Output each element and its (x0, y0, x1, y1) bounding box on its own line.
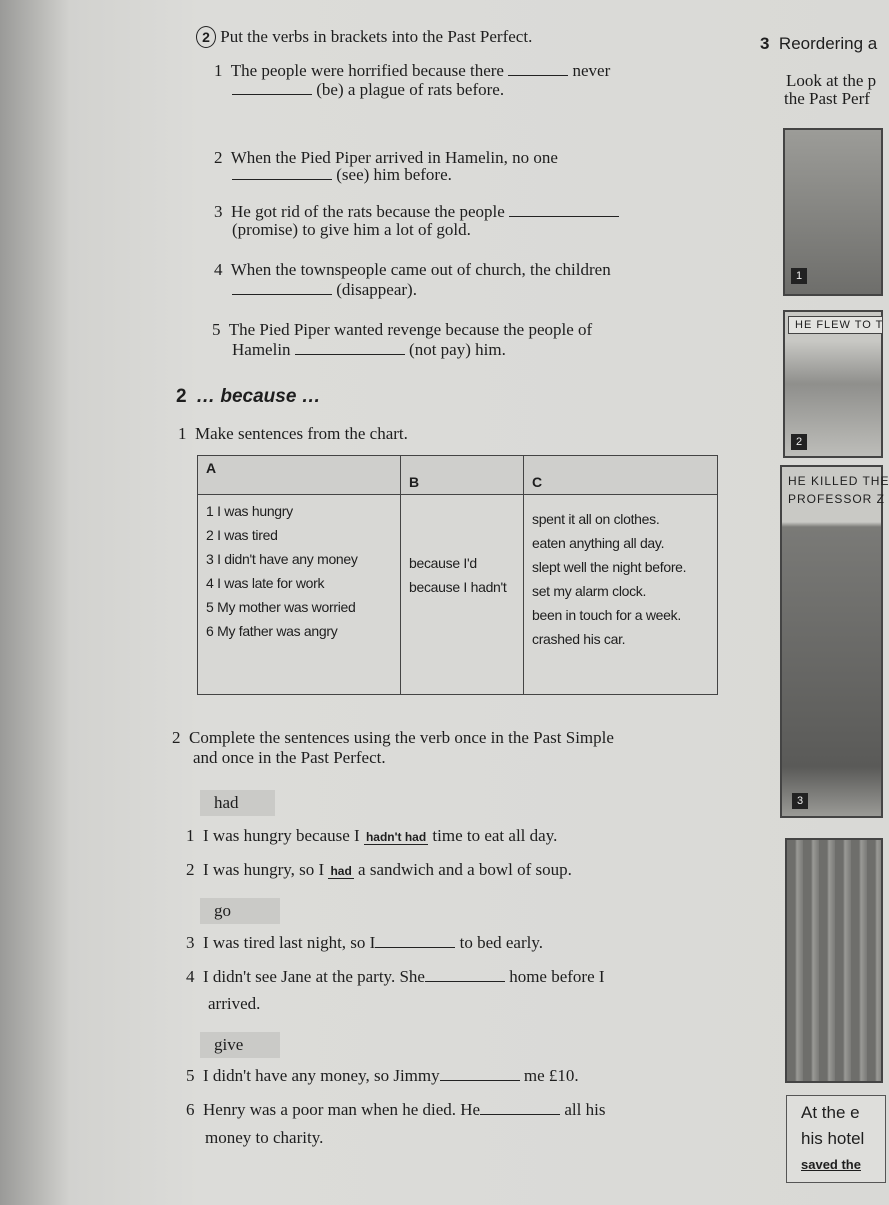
comic-panel-1: 1 (783, 128, 883, 296)
answer-blank[interactable] (480, 1101, 560, 1115)
comic-panel-3: 3 (780, 465, 883, 818)
speech-box: At the e his hotel saved the (786, 1095, 886, 1183)
exercise-instruction: Put the verbs in brackets into the Past Perfect. (220, 27, 533, 46)
answer-blank[interactable] (375, 934, 455, 948)
list-item: 3 I was tired last night, so I to bed early. (186, 933, 543, 952)
answer-filled: hadn't had (365, 830, 427, 844)
exercise-number: 2 (196, 26, 216, 48)
item-text: (promise) to give him a lot of gold. (232, 220, 471, 239)
panel-caption: HE KILLED THE PROFESSOR Z (788, 474, 889, 506)
item-text: (disappear). (336, 280, 417, 299)
list-item: 2 I was hungry, so I had a sandwich and a bowl of soup. (186, 860, 572, 879)
comic-panel-2: 2 (783, 310, 883, 458)
list-item: 6 Henry was a poor man when he died. He all his (186, 1100, 606, 1119)
list-item: 5 I didn't have any money, so Jimmy me £10. (186, 1066, 579, 1085)
column-header: A (198, 456, 401, 495)
item-text: (see) him before. (336, 165, 452, 184)
list-item: 1 I was hungry because I hadn't had time to eat all day. (186, 826, 558, 845)
item-text: money to charity. (205, 1128, 324, 1147)
answer-blank[interactable] (509, 203, 619, 217)
list-item: 4 When the townspeople came out of church, the children (214, 260, 611, 279)
section-heading: 2 … because … (176, 386, 321, 407)
verb-box: had (200, 790, 275, 816)
column-a: 1 I was hungry 2 I was tired 3 I didn't have any money 4 I was late for work 5 My mother was worried 6 My father was angry (198, 495, 401, 695)
item-text: arrived. (208, 994, 261, 1013)
answer-blank[interactable] (232, 81, 312, 95)
answer-blank[interactable] (232, 281, 332, 295)
verb-box: give (200, 1032, 280, 1058)
list-item: 2 When the Pied Piper arrived in Hamelin, no one (214, 148, 558, 167)
panel-caption: HE FLEW TO T (788, 316, 883, 334)
task-instruction: 2 Complete the sentences using the verb once in the Past Simple (172, 728, 614, 747)
item-text: (be) a plague of rats before. (316, 80, 505, 99)
column-c: spent it all on clothes. eaten anything all day. slept well the night before. set my alarm clock. been in touch for a week. crashed his car. (524, 495, 718, 695)
answer-blank[interactable] (295, 341, 405, 355)
task-instruction: 1 Make sentences from the chart. (178, 424, 408, 443)
chart-table (197, 455, 718, 695)
answer-blank[interactable] (440, 1067, 520, 1081)
comic-panel-4 (785, 838, 883, 1083)
instruction: Look at the p (786, 71, 877, 90)
column-b: because I'd because I hadn't (401, 495, 524, 695)
exercise-heading (196, 26, 532, 48)
answer-blank[interactable] (508, 62, 568, 76)
answer-blank[interactable] (425, 968, 505, 982)
column-header: C (524, 456, 718, 495)
answer-filled: had (330, 864, 352, 878)
list-item: 5 The Pied Piper wanted revenge because the people of (212, 320, 593, 339)
list-item: 4 I didn't see Jane at the party. She home before I (186, 967, 605, 986)
list-item: 1 The people were horrified because there never (214, 61, 611, 80)
item-text: (not pay) him. (409, 340, 506, 359)
list-item: 3 He got rid of the rats because the people (214, 202, 619, 222)
answer-blank[interactable] (232, 166, 332, 180)
column-header: B (401, 456, 524, 495)
task-instruction-cont: and once in the Past Perfect. (193, 748, 386, 767)
verb-box: go (200, 898, 280, 924)
section-heading: 3 Reordering a (760, 34, 878, 53)
instruction: the Past Perf (784, 89, 870, 108)
